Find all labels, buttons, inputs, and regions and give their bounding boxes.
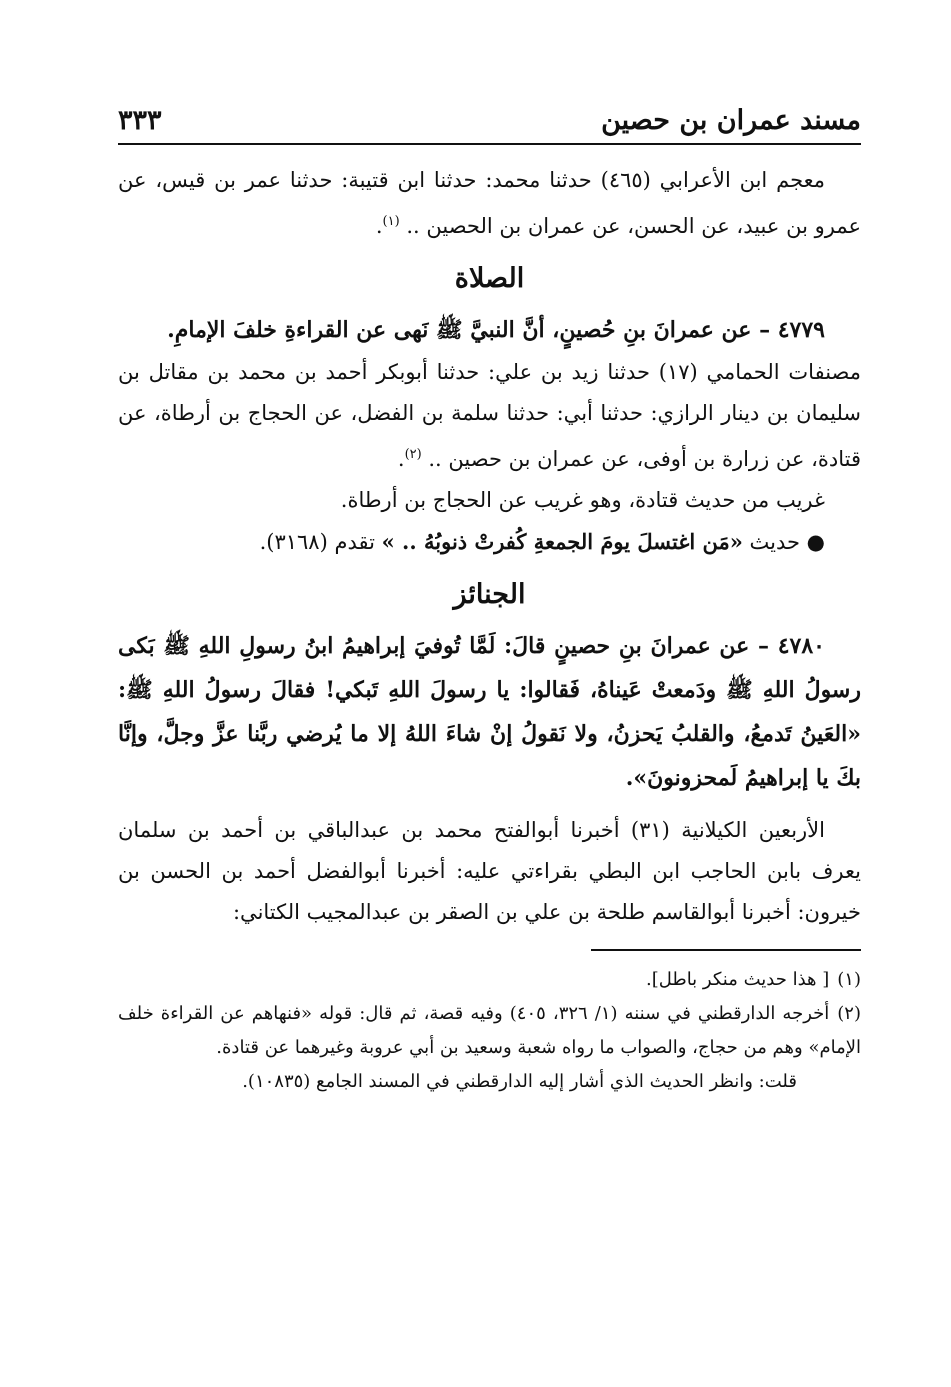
hadith-4779: ٤٧٧٩ – عن عمرانَ بنِ حُصينٍ، أنَّ النبيَّ ﷺ نَهى عن القراءةِ خلفَ الإمامِ. (167, 317, 825, 343)
intro-end: . (375, 214, 383, 238)
hadith-4779-comment: غريب من حديث قتادة، وهو غريب عن الحجاج بن أرطاة. (340, 488, 825, 512)
footnote-text: أخرجه الدارقطني في سننه (١/ ٣٢٦، ٤٠٥) وفيه قصة، ثم قال: قوله «فنهاهم عن القراءة خلف الإمام» وهم من حجاج، والصواب ما رواه شعبة وسعيد بن أبي عروبة وغيرهما عن قتادة. (118, 1003, 861, 1058)
section-heading-funerals: الجنائز (453, 579, 526, 610)
section-heading-prayer: الصلاة (454, 263, 525, 294)
footnote-note: قلت: وانظر الحديث الذي أشار إليه الدارقطني في المسند الجامع (١٠٨٣٥). (242, 1071, 797, 1092)
footnotes (118, 963, 861, 1099)
footnote-marker-2[interactable]: (٢) (404, 447, 422, 462)
hadith-4780: ٤٧٨٠ – عن عمرانَ بنِ حصينٍ قالَ: لَمَّا تُوفيَ إبراهيمُ ابنُ رسولِ اللهِ ﷺ بَكى رسولُ اللهِ ﷺ ودَمعتْ عَيناهُ، فَقالوا: يا رسولَ اللهِ تَبكي! فقالَ رسولُ اللهِ ﷺ: «العَينُ تَدمعُ، والقلبُ يَحزنُ، ولا نَقولُ إنْ شاءَ اللهُ إلا ما يُرضي ربَّنا عزَّ وجلَّ، وإنَّا بكَ يا إبراهيمُ لَمحزونونَ». (118, 633, 861, 791)
source-text: مصنفات الحمامي (١٧) حدثنا زيد بن علي: حدثنا أبوبكر أحمد بن محمد بن مقاتل بن سليمان بن دينار الرازي: حدثنا أبي: حدثنا سلمة بن الفضل، عن الحجاج بن أرطاة، عن قتادة، عن زرارة بن أوفى، عن عمران بن حصين .. (118, 360, 861, 471)
footnote-2 (118, 997, 861, 1065)
header-divider (118, 143, 861, 145)
intro-line-1: معجم ابن الأعرابي (٤٦٥) حدثنا محمد: حدثنا ابن قتيبة: حدثنا عمر بن قيس، (155, 168, 825, 192)
cross-reference-bullet (118, 521, 861, 563)
footnote-marker-1[interactable]: (١) (382, 214, 400, 229)
intro-line-2: عن عمرو بن عبيد، عن الحسن، عن عمران بن الحصين .. (118, 168, 861, 238)
source-end: . (397, 447, 405, 471)
bullet-quote: «مَن اغتسلَ يومَ الجمعةِ كُفرتْ ذنوبُهُ .. » (381, 529, 743, 554)
hadith-4779-source (118, 352, 861, 480)
page-body (118, 160, 861, 1099)
footnote-1 (118, 963, 861, 997)
bullet-prefix: ● حديث (742, 530, 825, 554)
running-header (118, 100, 861, 140)
intro-paragraph (118, 160, 861, 247)
footnote-divider (591, 949, 861, 951)
bullet-suffix: تقدم (٣١٦٨). (259, 530, 382, 554)
running-title: مسند عمران بن حصين (601, 104, 861, 136)
footnote-number: (١) (837, 969, 861, 990)
footnote-number: (٢) (837, 1003, 861, 1024)
footnote-text: [ هذا حديث منكر باطل]. (646, 969, 830, 990)
hadith-4780-source: الأربعين الكيلانية (٣١) أخبرنا أبوالفتح محمد بن عبدالباقي بن أحمد بن سلمان يعرف بابن الحاجب ابن البطي بقراءتي عليه: أخبرنا أبوالفضل أحمد بن الحسن بن خيرون: أخبرنا أبوالقاسم طلحة بن علي بن الصقر بن عبدالمجيب الكتاني: (118, 818, 861, 924)
page-number: ٣٣٣ (118, 104, 162, 136)
